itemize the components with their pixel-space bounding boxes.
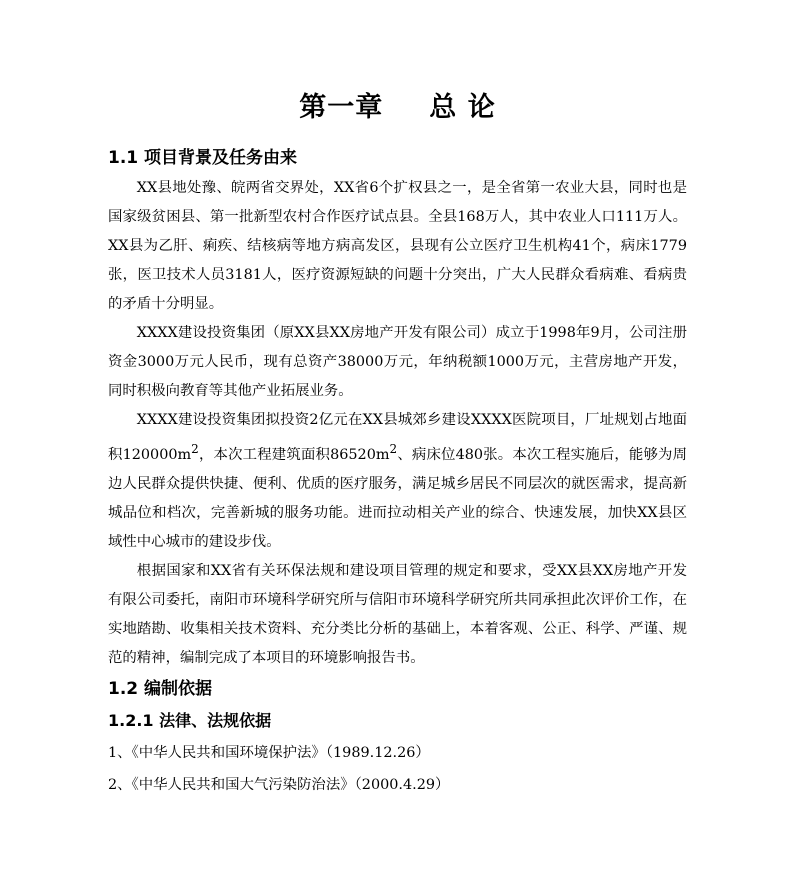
project-text-2: ，本次工程建筑面积86520m [198,446,390,463]
paragraph-commission: 根据国家和XX省有关环保法规和建设项目管理的规定和要求，受XX县XX房地产开发有限公司委托，南阳市环境科学研究所与信阳市环境科学研究所共同承担此次评价工作，在实地踏勘、收集相关技术资料、充分类比分析的基础上，本着客观、公正、科学、严谨、规范的精神，编制完成了本项目的环境影响报告书。 [108,562,687,666]
subsection-heading-1-2-1: 1.2.1 法律、法规依据 [108,710,272,730]
section-heading-1-2: 1.2 编制依据 [108,678,213,699]
paragraph-project [108,406,687,557]
law-reference-item: 1、《中华人民共和国环境保护法》（1989.12.26） [108,744,430,761]
chapter-title [108,88,687,128]
unit-superscript: 2 [389,442,398,456]
unit-superscript: 2 [191,442,199,456]
chapter-title-number: 第一章 [299,92,384,123]
law-reference-item: 2、《中华人民共和国大气污染防治法》（2000.4.29） [108,776,450,793]
project-text-3: 、病床位480张。本次工程实施后，能够为周边人民群众提供快捷、便利、优质的医疗服务，满足城乡居民不同层次的就医需求，提高新城品位和档次，完善新城的服务功能。进而拉动相关产业的综合、快速发展，加快XX县区域性中心城市的建设步伐。 [108,446,687,550]
project-text-1: XXXX建设投资集团拟投资2亿元在XX县城郊乡建设XXXX医院项目，厂址规划占地面积120000m [108,412,687,463]
section-heading-1-1: 1.1 项目背景及任务由来 [108,148,298,168]
paragraph-company: XXXX建设投资集团（原XX县XX房地产开发有限公司）成立于1998年9月，公司注册资金3000万元人民币，现有总资产38000万元，年纳税额1000万元，主营房地产开发，同时积极向教育等其他产业拓展业务。 [108,325,687,399]
paragraph-background: XX县地处豫、皖两省交界处，XX省6个扩权县之一，是全省第一农业大县，同时也是国家级贫困县、第一批新型农村合作医疗试点县。全县168万人，其中农业人口111万人。XX县为乙肝、痢疾、结核病等地方病高发区，县现有公立医疗卫生机构41个，病床1779张，医卫技术人员3181人，医疗资源短缺的问题十分突出，广大人民群众看病难、看病贵的矛盾十分明显。 [108,180,687,312]
chapter-title-name: 总 论 [429,92,496,123]
